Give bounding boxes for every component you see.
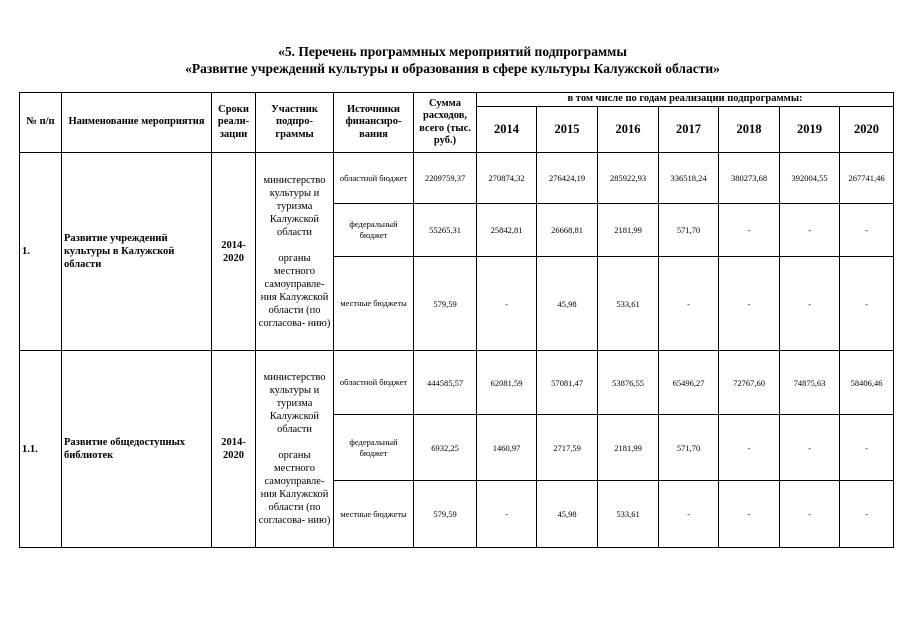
- funding-source: областной бюджет: [334, 153, 414, 204]
- year-amount: 53876,55: [598, 351, 659, 415]
- funding-source: местные бюджеты: [334, 257, 414, 351]
- year-amount: -: [840, 204, 894, 257]
- year-amount: 533,61: [598, 257, 659, 351]
- row-index: 1.1.: [20, 351, 62, 548]
- activity-name: Развитие общедоступных библиотек: [62, 351, 212, 548]
- year-amount: 270874,32: [477, 153, 537, 204]
- participant-local-authorities: органы местного самоуправле- ния Калужской области (по согласова- нию): [258, 450, 331, 526]
- year-amount: 571,70: [659, 415, 719, 481]
- year-amount: -: [659, 481, 719, 548]
- year-amount: -: [780, 204, 840, 257]
- year-amount: 26668,81: [537, 204, 598, 257]
- year-amount: 533,61: [598, 481, 659, 548]
- activity-term: 2014- 2020: [212, 153, 256, 351]
- year-amount: 62081,59: [477, 351, 537, 415]
- total-amount: 579,59: [414, 481, 477, 548]
- year-amount: -: [477, 481, 537, 548]
- header-participant: Участник подпро- граммы: [256, 93, 334, 153]
- title-line-2: «Развитие учреждений культуры и образования в сфере культуры Калужской области»: [185, 61, 720, 76]
- year-amount: -: [840, 481, 894, 548]
- year-amount: -: [719, 257, 780, 351]
- year-amount: 571,70: [659, 204, 719, 257]
- year-amount: -: [719, 415, 780, 481]
- program-activities-table: [19, 92, 894, 548]
- participant-ministry: министерство культуры и туризма Калужской области: [263, 174, 326, 238]
- header-year: 2015: [537, 107, 598, 153]
- header-year: 2019: [780, 107, 840, 153]
- funding-source: федеральный бюджет: [334, 415, 414, 481]
- year-amount: 285922,93: [598, 153, 659, 204]
- header-name: Наименование мероприятия: [62, 93, 212, 153]
- header-years-group: в том числе по годам реализации подпрограммы:: [477, 93, 894, 107]
- year-amount: 1460,97: [477, 415, 537, 481]
- year-amount: 72767,60: [719, 351, 780, 415]
- activity-term: 2014- 2020: [212, 351, 256, 548]
- funding-source: местные бюджеты: [334, 481, 414, 548]
- year-amount: 45,98: [537, 257, 598, 351]
- year-amount: -: [780, 481, 840, 548]
- year-amount: 57081,47: [537, 351, 598, 415]
- activity-participant: [256, 153, 334, 351]
- row-index: 1.: [20, 153, 62, 351]
- header-year: 2017: [659, 107, 719, 153]
- document-title: [0, 43, 905, 77]
- header-year: 2018: [719, 107, 780, 153]
- funding-source: областной бюджет: [334, 351, 414, 415]
- total-amount: 2209759,37: [414, 153, 477, 204]
- header-year: 2020: [840, 107, 894, 153]
- participant-ministry: министерство культуры и туризма Калужской области: [263, 372, 326, 435]
- year-amount: 74875,63: [780, 351, 840, 415]
- participant-local-authorities: органы местного самоуправле- ния Калужской области (по согласова- нию): [258, 252, 331, 329]
- total-amount: 444585,57: [414, 351, 477, 415]
- activity-participant: [256, 351, 334, 548]
- header-num: № п/п: [20, 93, 62, 153]
- header-year: 2016: [598, 107, 659, 153]
- header-year: 2014: [477, 107, 537, 153]
- year-amount: 65496,27: [659, 351, 719, 415]
- year-amount: -: [840, 415, 894, 481]
- year-amount: 276424,19: [537, 153, 598, 204]
- total-amount: 55265,31: [414, 204, 477, 257]
- year-amount: -: [719, 481, 780, 548]
- total-amount: 6932,25: [414, 415, 477, 481]
- year-amount: 267741,46: [840, 153, 894, 204]
- year-amount: 25842,81: [477, 204, 537, 257]
- year-amount: 336518,24: [659, 153, 719, 204]
- year-amount: -: [477, 257, 537, 351]
- year-amount: 2181,99: [598, 204, 659, 257]
- year-amount: -: [780, 257, 840, 351]
- header-term: Сроки реали- зации: [212, 93, 256, 153]
- year-amount: -: [659, 257, 719, 351]
- year-amount: 58406,46: [840, 351, 894, 415]
- table-row: [20, 153, 894, 204]
- header-sum: Сумма расходов, всего (тыс. руб.): [414, 93, 477, 153]
- title-line-1: «5. Перечень программных мероприятий подпрограммы: [278, 44, 627, 59]
- year-amount: 392004,55: [780, 153, 840, 204]
- table-row: [20, 351, 894, 415]
- year-amount: 380273,68: [719, 153, 780, 204]
- year-amount: 45,98: [537, 481, 598, 548]
- year-amount: -: [719, 204, 780, 257]
- header-source: Источники финансиро- вания: [334, 93, 414, 153]
- activity-name: Развитие учреждений культуры в Калужской области: [62, 153, 212, 351]
- funding-source: федеральный бюджет: [334, 204, 414, 257]
- year-amount: -: [780, 415, 840, 481]
- year-amount: -: [840, 257, 894, 351]
- year-amount: 2181,99: [598, 415, 659, 481]
- year-amount: 2717,59: [537, 415, 598, 481]
- total-amount: 579,59: [414, 257, 477, 351]
